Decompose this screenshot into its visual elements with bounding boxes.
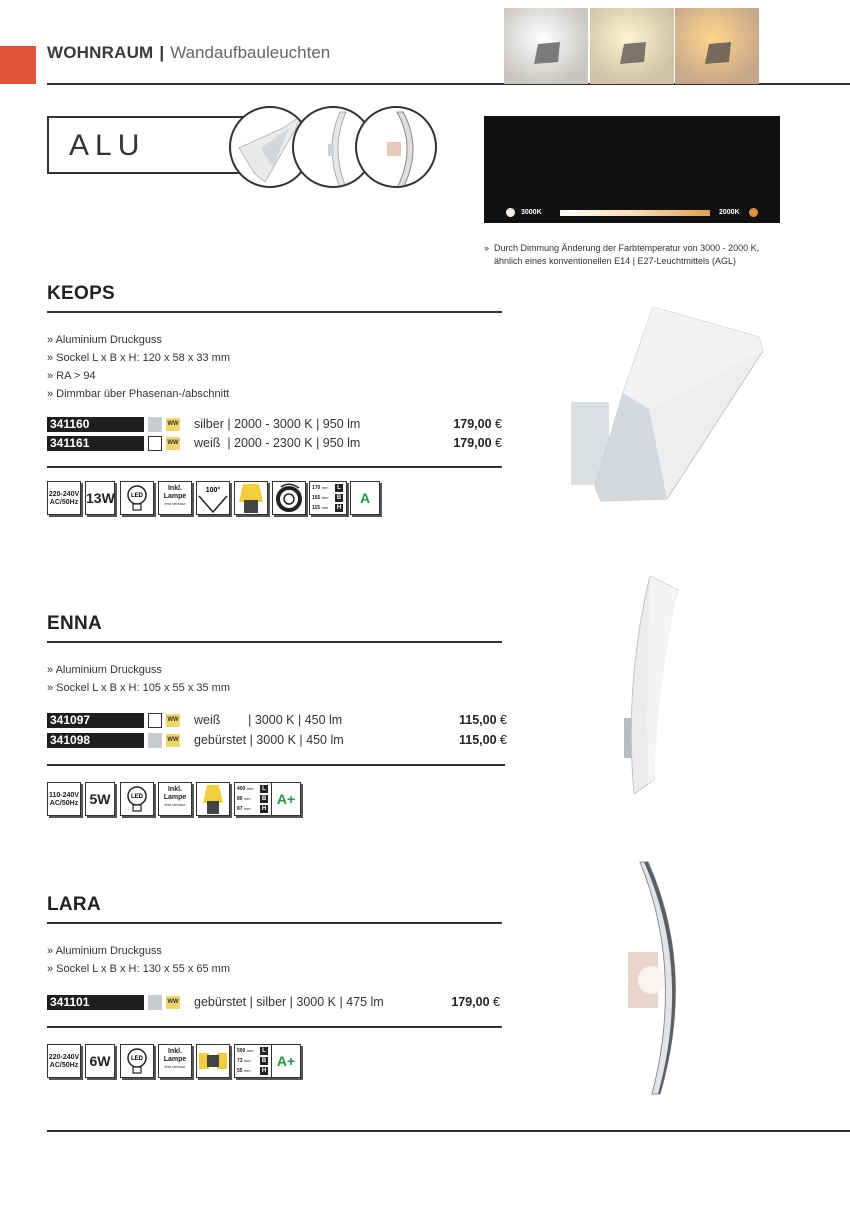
voltage-icon: 220-240V AC/50Hz [47,1044,81,1078]
light-direction-icon [196,782,230,816]
warm-white-badge: WW [166,734,180,747]
feature-item: » Aluminium Druckguss [47,334,162,346]
article-price: 115,00 € [459,713,507,727]
dimming-label-2000k: 2000K [719,209,740,216]
feature-item: » RA > 94 [47,370,96,382]
warm-white-badge: WW [166,418,180,431]
warm-white-badge: WW [166,714,180,727]
up-down-light-icon [196,1044,230,1078]
wattage-icon: 6W [85,1044,115,1078]
article-number: 341161 [47,436,144,451]
feature-item: » Sockel L x B x H: 120 x 58 x 33 mm [47,352,231,364]
svg-text:LED: LED [131,794,143,800]
accent-block [0,46,36,84]
included-lamp-icon: Inkl. Lampe fest verbaut [158,1044,192,1078]
product-rule [47,311,502,313]
led-bulb-icon [120,481,154,515]
color-swatch-silver [148,733,162,748]
page-header [47,43,330,63]
dimming-label-3000k: 3000K [521,209,542,216]
svg-text:100°: 100° [205,487,221,494]
svg-text:LED: LED [131,1056,143,1062]
beam-angle-icon [196,481,230,515]
article-row [47,417,502,433]
product-title-lara: LARA [47,894,101,915]
energy-class-icon: A+ [271,1044,301,1078]
color-swatch-white [148,713,162,728]
color-swatch-white [148,436,162,451]
feature-item: » Aluminium Druckguss [47,945,162,957]
led-bulb-icon [120,1044,154,1078]
energy-class-icon: A+ [271,782,301,816]
feature-item: » Sockel L x B x H: 130 x 55 x 65 mm [47,963,231,975]
dimming-warm-dot [506,208,515,217]
footer-rule [47,1130,850,1132]
svg-text:LED: LED [131,493,143,499]
feature-item: » Sockel L x B x H: 105 x 55 x 35 mm [47,682,231,694]
dimming-photo-3000k [504,8,588,84]
article-row [47,995,500,1011]
article-number: 341097 [47,713,144,728]
dimming-photo-2000k [675,8,759,84]
article-description: gebürstet | silber | 3000 K | 475 lm [194,995,384,1009]
dimming-note-line1: Durch Dimmung Änderung der Farbtemperatur von 3000 - 2000 K, [494,243,760,253]
product-title-enna: ENNA [47,613,103,634]
dimensions-icon: 400 mm L 80 mm B 87 mm H [234,782,272,816]
series-name: ALU [69,129,146,162]
dimming-cold-dot [749,208,758,217]
product-title-keops: KEOPS [47,283,116,304]
article-row [47,436,502,452]
product-image-keops [567,303,772,513]
product-rule [47,922,502,924]
feature-item: » Aluminium Druckguss [47,664,162,676]
article-price: 179,00 € [451,995,500,1009]
dimming-note-line2: ähnlich eines konventionellen E14 | E27-Leuchtmittels (AGL) [494,256,736,266]
voltage-icon: 220-240V AC/50Hz [47,481,81,515]
article-number: 341101 [47,995,144,1010]
article-price: 179,00 € [453,417,502,431]
header-category: WOHNRAUM [47,43,154,62]
product-rule [47,641,502,643]
product-image-enna [618,574,688,804]
feature-item: » Dimmbar über Phasenan-/abschnitt [47,388,230,400]
product-rule [47,466,502,468]
dimming-gradient-bar [560,210,710,216]
article-description: silber | 2000 - 3000 K | 950 lm [194,417,361,431]
dimming-demo-panel [484,116,780,223]
wattage-icon: 5W [85,782,115,816]
led-bulb-icon [120,782,154,816]
article-number: 341098 [47,733,144,748]
warm-white-badge: WW [166,996,180,1009]
dimming-note: » Durch Dimmung Änderung der Farbtemperatur von 3000 - 2000 K, ähnlich eines konventionellen E14 | E27-Leuchtmittels (AGL) [484,242,784,268]
dimmable-icon [272,481,306,515]
article-description: gebürstet | 3000 K | 450 lm [194,733,344,747]
article-description: weiß | 2000 - 2300 K | 950 lm [194,436,361,450]
included-lamp-icon: Inkl. Lampe fest verbaut [158,782,192,816]
voltage-icon: 110-240V AC/50Hz [47,782,81,816]
feature-list [47,661,230,697]
article-number: 341160 [47,417,144,432]
feature-list [47,942,230,978]
product-image-lara [622,860,692,1105]
header-separator: | [159,43,165,62]
article-price: 115,00 € [459,733,507,747]
color-swatch-silver [148,417,162,432]
article-row [47,713,507,729]
included-lamp-icon: Inkl. Lampe fest verbaut [158,481,192,515]
header-subcategory: Wandaufbauleuchten [170,43,331,62]
dimming-photo-mid [590,8,674,84]
article-description: weiß | 3000 K | 450 lm [194,713,343,727]
energy-class-icon: A [350,481,380,515]
dimensions-icon: 500 mm L 73 mm B 55 mm H [234,1044,272,1078]
light-direction-icon [234,481,268,515]
warm-white-badge: WW [166,437,180,450]
feature-list [47,331,230,403]
series-thumb-lara [355,106,437,188]
color-swatch-silver [148,995,162,1010]
article-price: 179,00 € [453,436,502,450]
dimensions-icon: 170 mm L 155 mm B 115 mm H [309,481,347,515]
article-row [47,733,507,749]
wattage-icon: 13W [85,481,115,515]
product-rule [47,1026,502,1028]
product-rule [47,764,505,766]
